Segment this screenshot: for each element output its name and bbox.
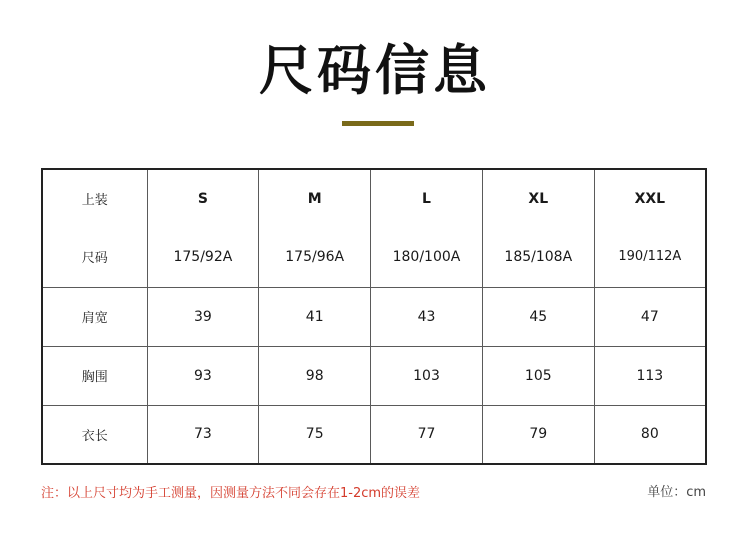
value-cell: 73 <box>147 405 259 464</box>
title-underline <box>342 121 414 126</box>
value-cell: 39 <box>147 287 259 346</box>
value-cell: 79 <box>482 405 594 464</box>
row-label: 肩宽 <box>42 287 147 346</box>
table-row <box>42 346 706 405</box>
code-cell: 175/92A <box>147 227 259 287</box>
table-row <box>42 287 706 346</box>
size-cell: XXL <box>594 169 706 227</box>
row-label: 胸围 <box>42 346 147 405</box>
header-label: 上装 <box>42 169 147 227</box>
size-cell: M <box>259 169 371 227</box>
table-row <box>42 405 706 464</box>
measurement-note: 注：以上尺寸均为手工测量，因测量方法不同会存在1-2cm的误差 <box>41 486 421 501</box>
value-cell: 105 <box>482 346 594 405</box>
table-row-sizes <box>42 169 706 227</box>
code-cell: 185/108A <box>482 227 594 287</box>
value-cell: 77 <box>371 405 483 464</box>
code-cell: 190/112A <box>594 227 706 287</box>
value-cell: 113 <box>594 346 706 405</box>
value-cell: 75 <box>259 405 371 464</box>
value-cell: 47 <box>594 287 706 346</box>
size-cell: L <box>371 169 483 227</box>
value-cell: 103 <box>371 346 483 405</box>
value-cell: 98 <box>259 346 371 405</box>
code-label: 尺码 <box>42 227 147 287</box>
code-cell: 180/100A <box>371 227 483 287</box>
unit-label: 单位：cm <box>647 485 706 500</box>
row-label: 衣长 <box>42 405 147 464</box>
size-cell: XL <box>482 169 594 227</box>
value-cell: 45 <box>482 287 594 346</box>
value-cell: 41 <box>259 287 371 346</box>
value-cell: 93 <box>147 346 259 405</box>
value-cell: 80 <box>594 405 706 464</box>
code-cell: 175/96A <box>259 227 371 287</box>
value-cell: 43 <box>371 287 483 346</box>
size-table <box>41 168 707 465</box>
page-title: 尺码信息 <box>259 39 491 102</box>
size-cell: S <box>147 169 259 227</box>
table-row-codes <box>42 227 706 287</box>
